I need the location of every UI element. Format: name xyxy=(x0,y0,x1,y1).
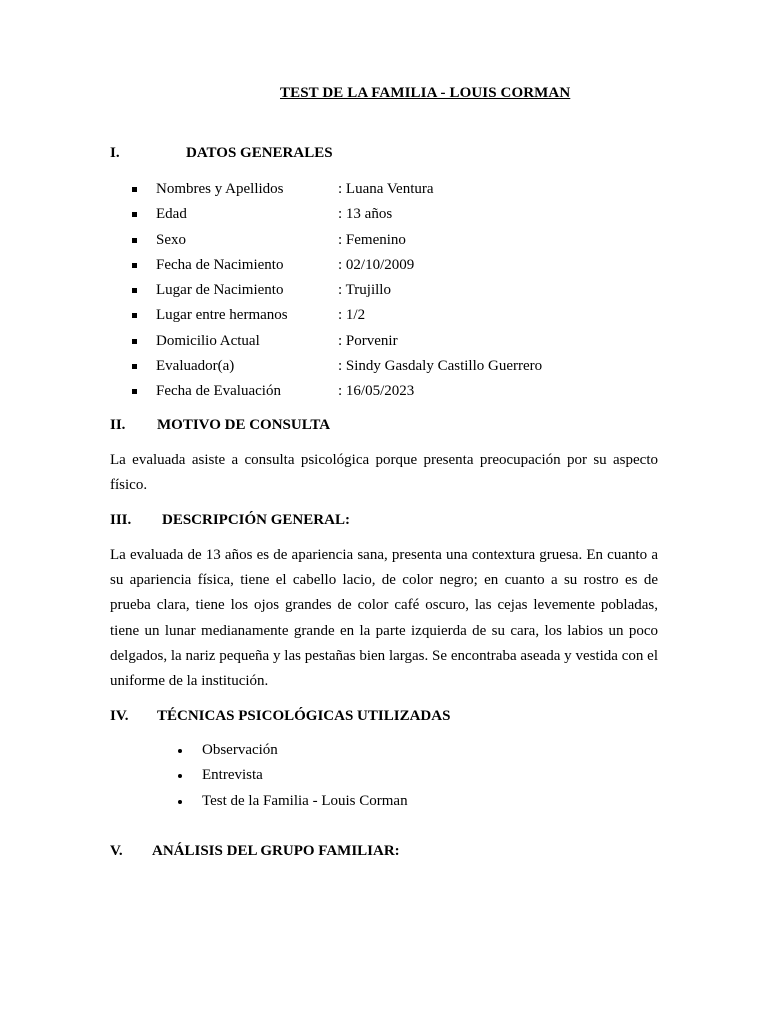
square-bullet-icon xyxy=(132,187,137,192)
section-number: I. xyxy=(110,145,120,161)
descripcion-general-paragraph: La evaluada de 13 años es de apariencia sana, presenta una contextura gruesa. En cuanto a su apariencia física, tiene el cabello lacio, de color negro; en cuanto a su rostro es de prueba clara, tiene los ojos grandes de color café oscuro, las cejas levemente pobladas, tiene un lunar medianamente grande en la parte izquierda de su cara, los labios un poco delgados, la nariz pequeña y las pestañas bien largas. Se encontraba aseada y vestida con el uniforme de la institución. xyxy=(110,547,658,690)
section-number: III. xyxy=(110,512,132,528)
square-bullet-icon xyxy=(132,212,137,217)
section-title: MOTIVO DE CONSULTA xyxy=(157,417,331,433)
square-bullet-icon xyxy=(132,389,137,394)
section-title: ANÁLISIS DEL GRUPO FAMILIAR: xyxy=(152,843,400,859)
round-bullet-icon xyxy=(178,749,182,753)
field-value: : Femenino xyxy=(338,231,406,248)
section-heading-motivo-consulta xyxy=(110,417,331,434)
field-value: : Trujillo xyxy=(338,282,391,299)
field-label: Lugar entre hermanos xyxy=(156,307,288,324)
field-label: Fecha de Evaluación xyxy=(156,383,281,400)
document-title: TEST DE LA FAMILIA - LOUIS CORMAN xyxy=(280,85,571,101)
square-bullet-icon xyxy=(132,238,137,243)
technique-label: Test de la Familia - Louis Corman xyxy=(202,792,408,809)
field-value: : 02/10/2009 xyxy=(338,256,415,273)
section-number: II. xyxy=(110,417,126,433)
square-bullet-icon xyxy=(132,288,137,293)
square-bullet-icon xyxy=(132,339,137,344)
section-title: TÉCNICAS PSICOLÓGICAS UTILIZADAS xyxy=(157,708,451,724)
field-label: Evaluador(a) xyxy=(156,358,235,375)
motivo-consulta-paragraph: La evaluada asiste a consulta psicológica porque presenta preocupación por su aspecto físico. xyxy=(110,452,658,494)
field-label: Fecha de Nacimiento xyxy=(156,256,284,273)
technique-label: Entrevista xyxy=(202,767,263,784)
field-label: Nombres y Apellidos xyxy=(156,181,284,197)
field-value: : Luana Ventura xyxy=(338,181,434,197)
section-title: DESCRIPCIÓN GENERAL: xyxy=(162,512,350,528)
square-bullet-icon xyxy=(132,263,137,268)
field-value: : Porvenir xyxy=(338,332,398,349)
field-label: Domicilio Actual xyxy=(156,332,260,349)
section-heading-datos-generales xyxy=(110,145,333,162)
section-number: V. xyxy=(110,843,123,859)
technique-label: Observación xyxy=(202,742,278,758)
section-heading-analisis-grupo-familiar xyxy=(110,843,400,860)
field-value: : Sindy Gasdaly Castillo Guerrero xyxy=(338,358,543,375)
field-value: : 16/05/2023 xyxy=(338,383,415,400)
field-label: Edad xyxy=(156,206,187,223)
field-value: : 1/2 xyxy=(338,307,366,324)
square-bullet-icon xyxy=(132,313,137,318)
section-heading-tecnicas xyxy=(110,708,451,725)
field-label: Lugar de Nacimiento xyxy=(156,282,284,299)
field-label: Sexo xyxy=(156,231,186,248)
round-bullet-icon xyxy=(178,800,182,804)
section-heading-descripcion-general xyxy=(110,512,350,529)
section-number: IV. xyxy=(110,708,129,724)
section-title: DATOS GENERALES xyxy=(186,145,333,161)
round-bullet-icon xyxy=(178,774,182,778)
field-value: : 13 años xyxy=(338,206,393,223)
square-bullet-icon xyxy=(132,364,137,369)
